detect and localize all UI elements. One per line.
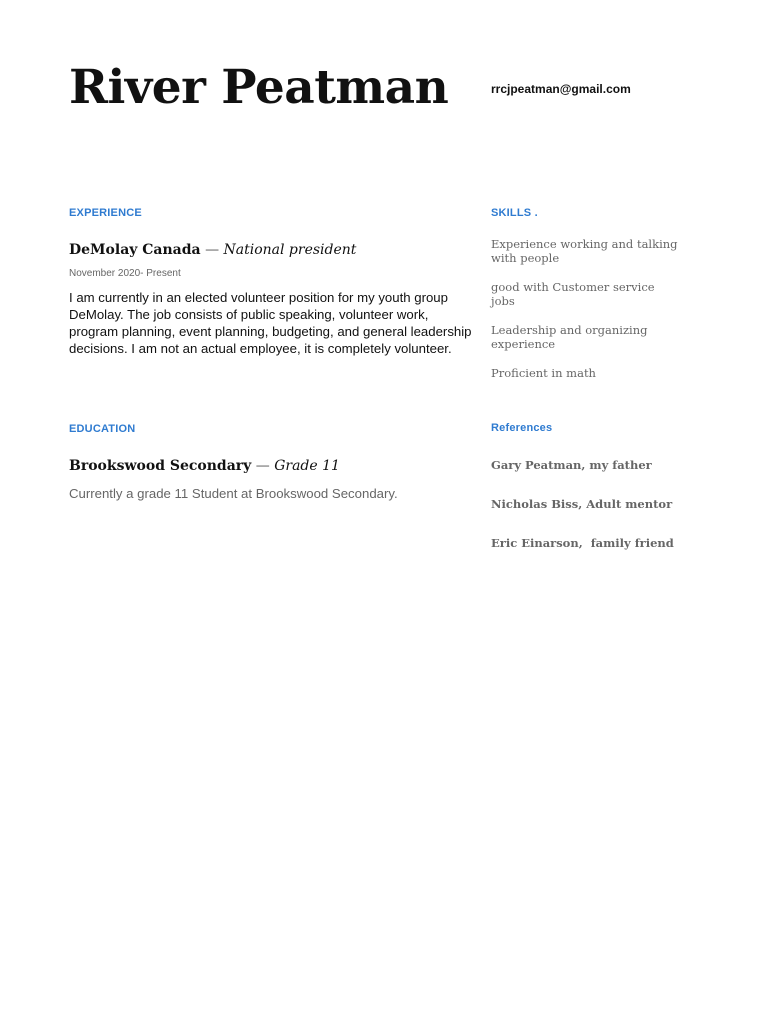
experience-description: I am currently in an elected volunteer position for my youth group DeMolay. The job consists of public speaking, volunteer work, program planning, event planning, budgeting, and general leadership decisions. I am not an actual employee, it is completely volunteer. [69, 290, 472, 356]
skill-item: Proficient in math [491, 366, 596, 380]
skill-item: Experience working and talking with people [491, 237, 678, 265]
education-separator: — [255, 458, 270, 474]
skill-item: Leadership and organizing experience [491, 323, 648, 351]
skills-list [491, 237, 681, 395]
skill-item: good with Customer service jobs [491, 280, 655, 308]
experience-job-title-line [69, 242, 356, 258]
experience-separator: — [205, 242, 220, 258]
education-title-line [69, 458, 340, 474]
education-heading: EDUCATION [69, 423, 136, 435]
references-heading: References [491, 422, 553, 434]
reference-item: Eric Einarson, family friend [491, 536, 674, 550]
education-level: Grade 11 [274, 458, 340, 474]
education-description: Currently a grade 11 Student at Brookswood Secondary. [69, 486, 398, 501]
skills-heading: SKILLS . [491, 207, 538, 219]
experience-organization: DeMolay Canada [69, 242, 201, 258]
reference-item: Nicholas Biss, Adult mentor [491, 497, 673, 511]
education-institution: Brookswood Secondary [69, 458, 252, 474]
experience-dates: November 2020- Present [69, 268, 181, 279]
reference-item: Gary Peatman, my father [491, 458, 652, 472]
experience-heading: EXPERIENCE [69, 207, 142, 219]
candidate-name: River Peatman [69, 60, 449, 115]
contact-email: rrcjpeatman@gmail.com [491, 82, 631, 96]
experience-role: National president [223, 242, 357, 258]
